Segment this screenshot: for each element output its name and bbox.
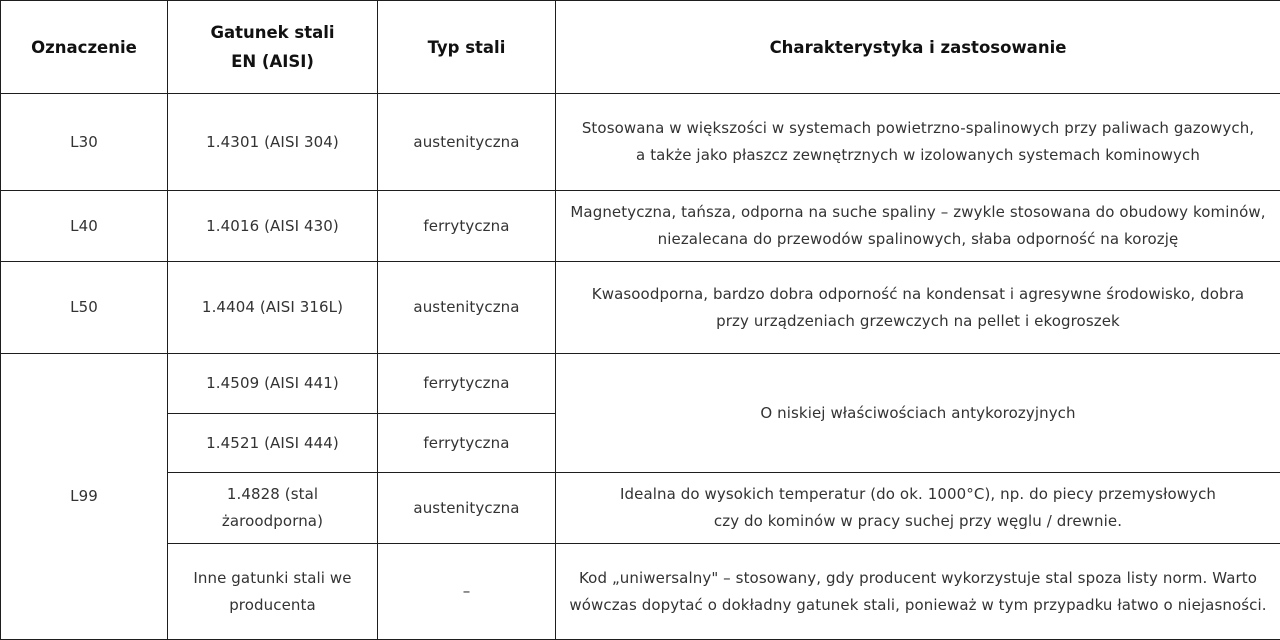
designation-cell: L50: [1, 262, 168, 354]
header-steel-grade: [168, 1, 378, 94]
table-row: [1, 94, 1280, 191]
grade-cell: 1.4509 (AISI 441): [168, 354, 378, 414]
table-row: [1, 191, 1280, 262]
header-designation: Oznaczenie: [1, 1, 168, 94]
designation-cell: L40: [1, 191, 168, 262]
type-cell: –: [378, 544, 556, 640]
description-cell-shared: O niskiej właściwościach antykorozyjnych: [556, 354, 1280, 473]
grade-cell: 1.4404 (AISI 316L): [168, 262, 378, 354]
type-cell: ferrytyczna: [378, 414, 556, 473]
table-header-row: [1, 1, 1280, 94]
description-line: Magnetyczna, tańsza, odporna na suche spaliny – zwykle stosowana do obudowy kominów,: [570, 203, 1266, 221]
description-cell: [556, 191, 1280, 262]
type-cell: austenityczna: [378, 473, 556, 544]
table-row: [1, 473, 1280, 544]
description-line: przy urządzeniach grzewczych na pellet i ekogroszek: [716, 311, 1120, 330]
description-cell: [556, 473, 1280, 544]
header-steel-grade-line2: EN (AISI): [231, 52, 314, 71]
description-cell: [556, 94, 1280, 191]
table-row: [1, 544, 1280, 640]
grade-cell: [168, 544, 378, 640]
header-characteristics: Charakterystyka i zastosowanie: [556, 1, 1280, 94]
grade-cell: 1.4828 (stal żaroodporna): [168, 473, 378, 544]
description-line: czy do kominów w pracy suchej przy węglu / drewnie.: [713, 512, 1123, 530]
designation-cell: L30: [1, 94, 168, 191]
grade-cell: 1.4301 (AISI 304): [168, 94, 378, 191]
description-line: Kwasoodporna, bardzo dobra odporność na kondensat i agresywne środowisko, dobra: [591, 284, 1245, 303]
description-line: Stosowana w większości w systemach powietrzno-spalinowych przy paliwach gazowych,: [581, 119, 1255, 137]
table-row: [1, 262, 1280, 354]
grade-line: Inne gatunki stali we: [193, 568, 352, 587]
header-steel-grade-line1: Gatunek stali: [210, 23, 335, 42]
description-line: Kod „uniwersalny" – stosowany, gdy producent wykorzystuje stal spoza listy norm. Warto: [578, 568, 1258, 587]
type-cell: austenityczna: [378, 262, 556, 354]
description-line: wówczas dopytać o dokładny gatunek stali, ponieważ w tym przypadku łatwo o niejasności.: [569, 595, 1267, 614]
description-cell: [556, 262, 1280, 354]
grade-line: producenta: [229, 595, 316, 614]
header-steel-type: Typ stali: [378, 1, 556, 94]
description-line: niezalecana do przewodów spalinowych, słaba odporność na korozję: [657, 230, 1179, 248]
description-cell: [556, 544, 1280, 640]
table-row: [1, 354, 1280, 414]
type-cell: austenityczna: [378, 94, 556, 191]
description-line: Idealna do wysokich temperatur (do ok. 1000°C), np. do piecy przemysłowych: [619, 485, 1217, 503]
type-cell: ferrytyczna: [378, 191, 556, 262]
type-cell: ferrytyczna: [378, 354, 556, 414]
grade-cell: 1.4016 (AISI 430): [168, 191, 378, 262]
description-line: a także jako płaszcz zewnętrznych w izolowanych systemach kominowych: [636, 146, 1200, 164]
grade-cell: 1.4521 (AISI 444): [168, 414, 378, 473]
designation-cell-l99: L99: [1, 354, 168, 640]
